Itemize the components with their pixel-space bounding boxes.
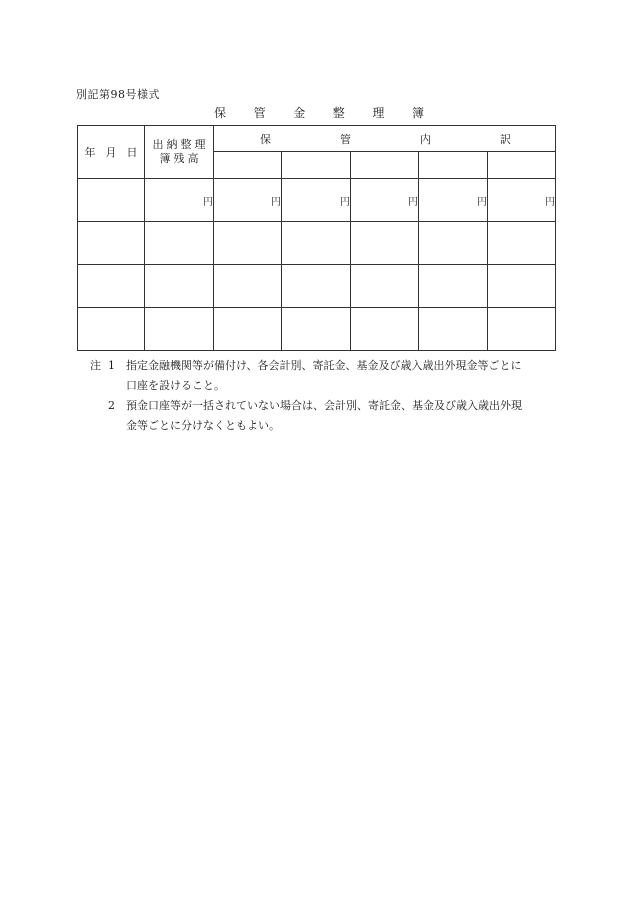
balance-header-cell <box>145 126 214 179</box>
balance-cell[interactable] <box>145 179 214 222</box>
detail-cell[interactable] <box>419 265 488 308</box>
detail-cell[interactable] <box>214 308 282 351</box>
detail-cell[interactable] <box>214 179 282 222</box>
detail-cell[interactable] <box>351 265 419 308</box>
date-header: 年月日 <box>84 146 148 159</box>
detail-subheader-cell[interactable] <box>282 152 351 179</box>
detail-cell[interactable] <box>488 222 556 265</box>
document-title <box>214 104 424 121</box>
note-item <box>90 396 560 436</box>
table-row <box>78 308 556 351</box>
detail-cell[interactable] <box>488 179 556 222</box>
detail-subheader-cell[interactable] <box>214 152 282 179</box>
detail-cell[interactable] <box>488 265 556 308</box>
yen-unit: 円 <box>408 196 418 208</box>
detail-cell[interactable] <box>351 179 419 222</box>
balance-cell[interactable] <box>145 222 214 265</box>
date-cell[interactable] <box>78 222 145 265</box>
yen-unit: 円 <box>203 196 213 208</box>
table-row <box>78 179 556 222</box>
yen-unit: 円 <box>545 196 555 208</box>
detail-cell[interactable] <box>488 308 556 351</box>
title-char: 簿 <box>411 106 424 120</box>
note-line: 金等ごとに分けなくともよい。 <box>126 419 280 432</box>
detail-cell[interactable] <box>282 222 351 265</box>
detail-subheader-cell[interactable] <box>488 152 556 179</box>
title-char: 理 <box>372 106 385 120</box>
date-cell[interactable] <box>78 265 145 308</box>
note-line: 指定金融機関等が備付け、各会計別、寄託金、基金及び歳入歳出外現金等ごとに <box>126 359 522 372</box>
detail-cell[interactable] <box>351 308 419 351</box>
detail-header-char: 内 <box>420 132 431 146</box>
date-cell[interactable] <box>78 308 145 351</box>
detail-subheader-cell[interactable] <box>419 152 488 179</box>
detail-cell[interactable] <box>282 265 351 308</box>
detail-cell[interactable] <box>282 179 351 222</box>
date-header-cell <box>78 126 148 179</box>
title-char: 整 <box>332 106 345 120</box>
table-row <box>78 265 556 308</box>
balance-cell[interactable] <box>145 265 214 308</box>
note-number: 1 <box>108 359 115 372</box>
detail-cell[interactable] <box>419 179 488 222</box>
detail-cell[interactable] <box>351 222 419 265</box>
ledger-table <box>77 125 556 351</box>
detail-cell[interactable] <box>214 222 282 265</box>
note-item <box>90 356 560 396</box>
yen-unit: 円 <box>340 196 350 208</box>
title-char: 金 <box>293 106 306 120</box>
detail-cell[interactable] <box>282 308 351 351</box>
notes-section <box>90 356 560 436</box>
detail-header-cell <box>214 126 556 152</box>
note-number: 2 <box>108 399 115 412</box>
balance-header-line1: 出納整理 <box>152 138 209 151</box>
title-char: 管 <box>253 106 266 120</box>
balance-header-line2: 簿残高 <box>159 152 202 165</box>
balance-cell[interactable] <box>145 308 214 351</box>
detail-header-char: 訳 <box>500 132 511 146</box>
detail-cell[interactable] <box>419 308 488 351</box>
form-number: 別記第98号様式 <box>76 88 160 101</box>
note-text <box>126 356 560 396</box>
date-cell[interactable] <box>78 179 145 222</box>
notes-label: 注 <box>90 359 101 372</box>
table-row <box>78 222 556 265</box>
note-line: 口座を設けること。 <box>126 379 225 392</box>
yen-unit: 円 <box>477 196 487 208</box>
detail-cell[interactable] <box>214 265 282 308</box>
yen-unit: 円 <box>271 196 281 208</box>
detail-header-char: 保 <box>260 132 271 146</box>
detail-subheader-cell[interactable] <box>351 152 419 179</box>
title-char: 保 <box>214 106 227 120</box>
note-line: 預金口座等が一括されていない場合は、会計別、寄託金、基金及び歳入歳出外現 <box>126 399 522 412</box>
note-text <box>126 396 560 436</box>
detail-cell[interactable] <box>419 222 488 265</box>
detail-header-char: 管 <box>340 132 351 146</box>
